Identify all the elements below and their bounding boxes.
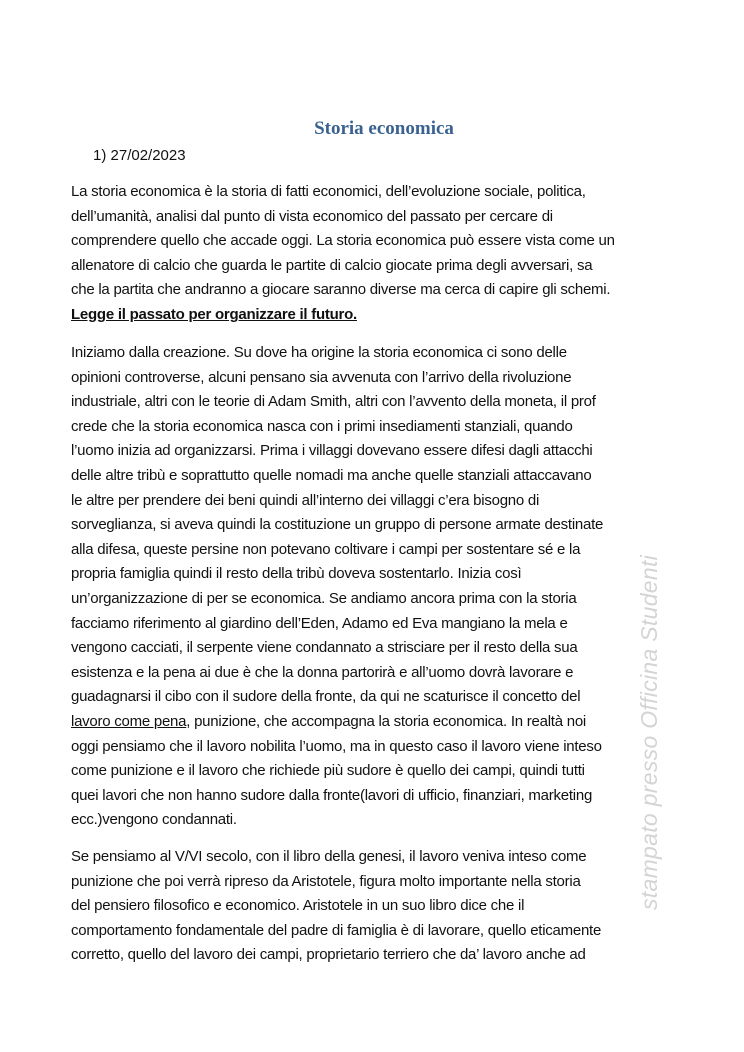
text-line: comportamento fondamentale del padre di famiglia è di lavorare, quello eticamente — [71, 921, 602, 939]
text-line: sorveglianza, si aveva quindi la costituzione un gruppo di persone armate destinate — [71, 516, 604, 534]
line-rest: , punizione, che accompagna la storia economica. In realtà noi — [186, 712, 586, 730]
text-line: che la partita che andranno a giocare saranno diverse ma cerca di capire gli schemi. — [71, 281, 611, 299]
text-line: propria famiglia quindi il resto della tribù doveva sostentarlo. Inizia così — [71, 565, 522, 583]
document-title: Storia economica — [314, 118, 454, 139]
text-line: un’organizzazione di per se economica. Se andiamo ancora prima con la storia — [71, 589, 577, 607]
text-line — [71, 303, 615, 328]
text-line: come punizione e il lavoro che richiede più sudore è quello dei campi, quindi tutti — [71, 762, 585, 780]
text-line: facciamo riferimento al giardino dell’Eden, Adamo ed Eva mangiano la mela e — [71, 614, 568, 632]
underlined-phrase: lavoro come pena — [71, 712, 187, 730]
text-line — [71, 710, 603, 735]
text-line: delle altre tribù e soprattutto quelle nomadi ma anche quelle stanziali attaccavano — [71, 466, 592, 484]
paragraph-intro — [71, 180, 615, 328]
text-line: Se pensiamo al V/VI secolo, con il libro della genesi, il lavoro veniva inteso come — [71, 848, 587, 865]
text-line: allenatore di calcio che guarda le partite di calcio giocate prima degli avversari, sa — [71, 256, 593, 274]
text-line: guadagnarsi il cibo con il sudore della fronte, da qui ne scaturisce il concetto del — [71, 688, 581, 706]
text-line: comprendere quello che accade oggi. La storia economica può essere vista come un — [71, 232, 615, 250]
text-line: industriale, altri con le teorie di Adam Smith, altri con l’avvento della moneta, il prof — [71, 393, 596, 411]
text-line: l’uomo inizia ad organizzarsi. Prima i villaggi dovevano essere difesi dagli attacchi — [71, 442, 593, 460]
text-line: Iniziamo dalla creazione. Su dove ha origine la storia economica ci sono delle — [71, 344, 567, 361]
paragraph-aristotle — [71, 845, 601, 968]
text-line: ecc.)vengono condannati. — [71, 811, 237, 829]
text-line: corretto, quello del lavoro dei campi, proprietario terriero che da’ lavoro anche ad — [71, 946, 586, 964]
text-line: crede che la storia economica nasca con i primi insediamenti stanziali, quando — [71, 417, 573, 435]
text-line: La storia economica è la storia di fatti economici, dell’evoluzione sociale, politica, — [71, 183, 586, 200]
text-line: quei lavori che non hanno sudore dalla fronte(lavori di ufficio, finanziari, marketing — [71, 786, 593, 804]
date-list-item: 1) 27/02/2023 — [93, 147, 186, 164]
text-line: opinioni controverse, alcuni pensano sia avvenuta con l’arrivo della rivoluzione — [71, 368, 572, 386]
text-line: vengono cacciati, il serpente viene condannato a strisciare per il resto della sua — [71, 639, 578, 657]
text-line: del pensiero filosofico e economico. Aristotele in un suo libro dice che il — [71, 897, 525, 915]
key-sentence: Legge il passato per organizzare il futuro. — [71, 305, 357, 323]
paragraph-origins — [71, 341, 603, 833]
watermark: stampato presso Officina Studenti — [636, 554, 662, 910]
text-line: oggi pensiamo che il lavoro nobilita l’uomo, ma in questo caso il lavoro viene inteso — [71, 737, 602, 755]
text-line: le altre per prendere dei beni quindi all’interno dei villaggi c’era bisogno di — [71, 491, 540, 509]
text-line: alla difesa, queste persine non potevano coltivare i campi per sostentare sé e la — [71, 540, 581, 558]
text-line: punizione che poi verrà ripreso da Aristotele, figura molto importante nella storia — [71, 872, 581, 890]
text-line: dell’umanità, analisi dal punto di vista economico del passato per cercare di — [71, 207, 553, 225]
text-line: esistenza e la pena ai due è che la donna partorirà e all’uomo dovrà lavorare e — [71, 663, 574, 681]
